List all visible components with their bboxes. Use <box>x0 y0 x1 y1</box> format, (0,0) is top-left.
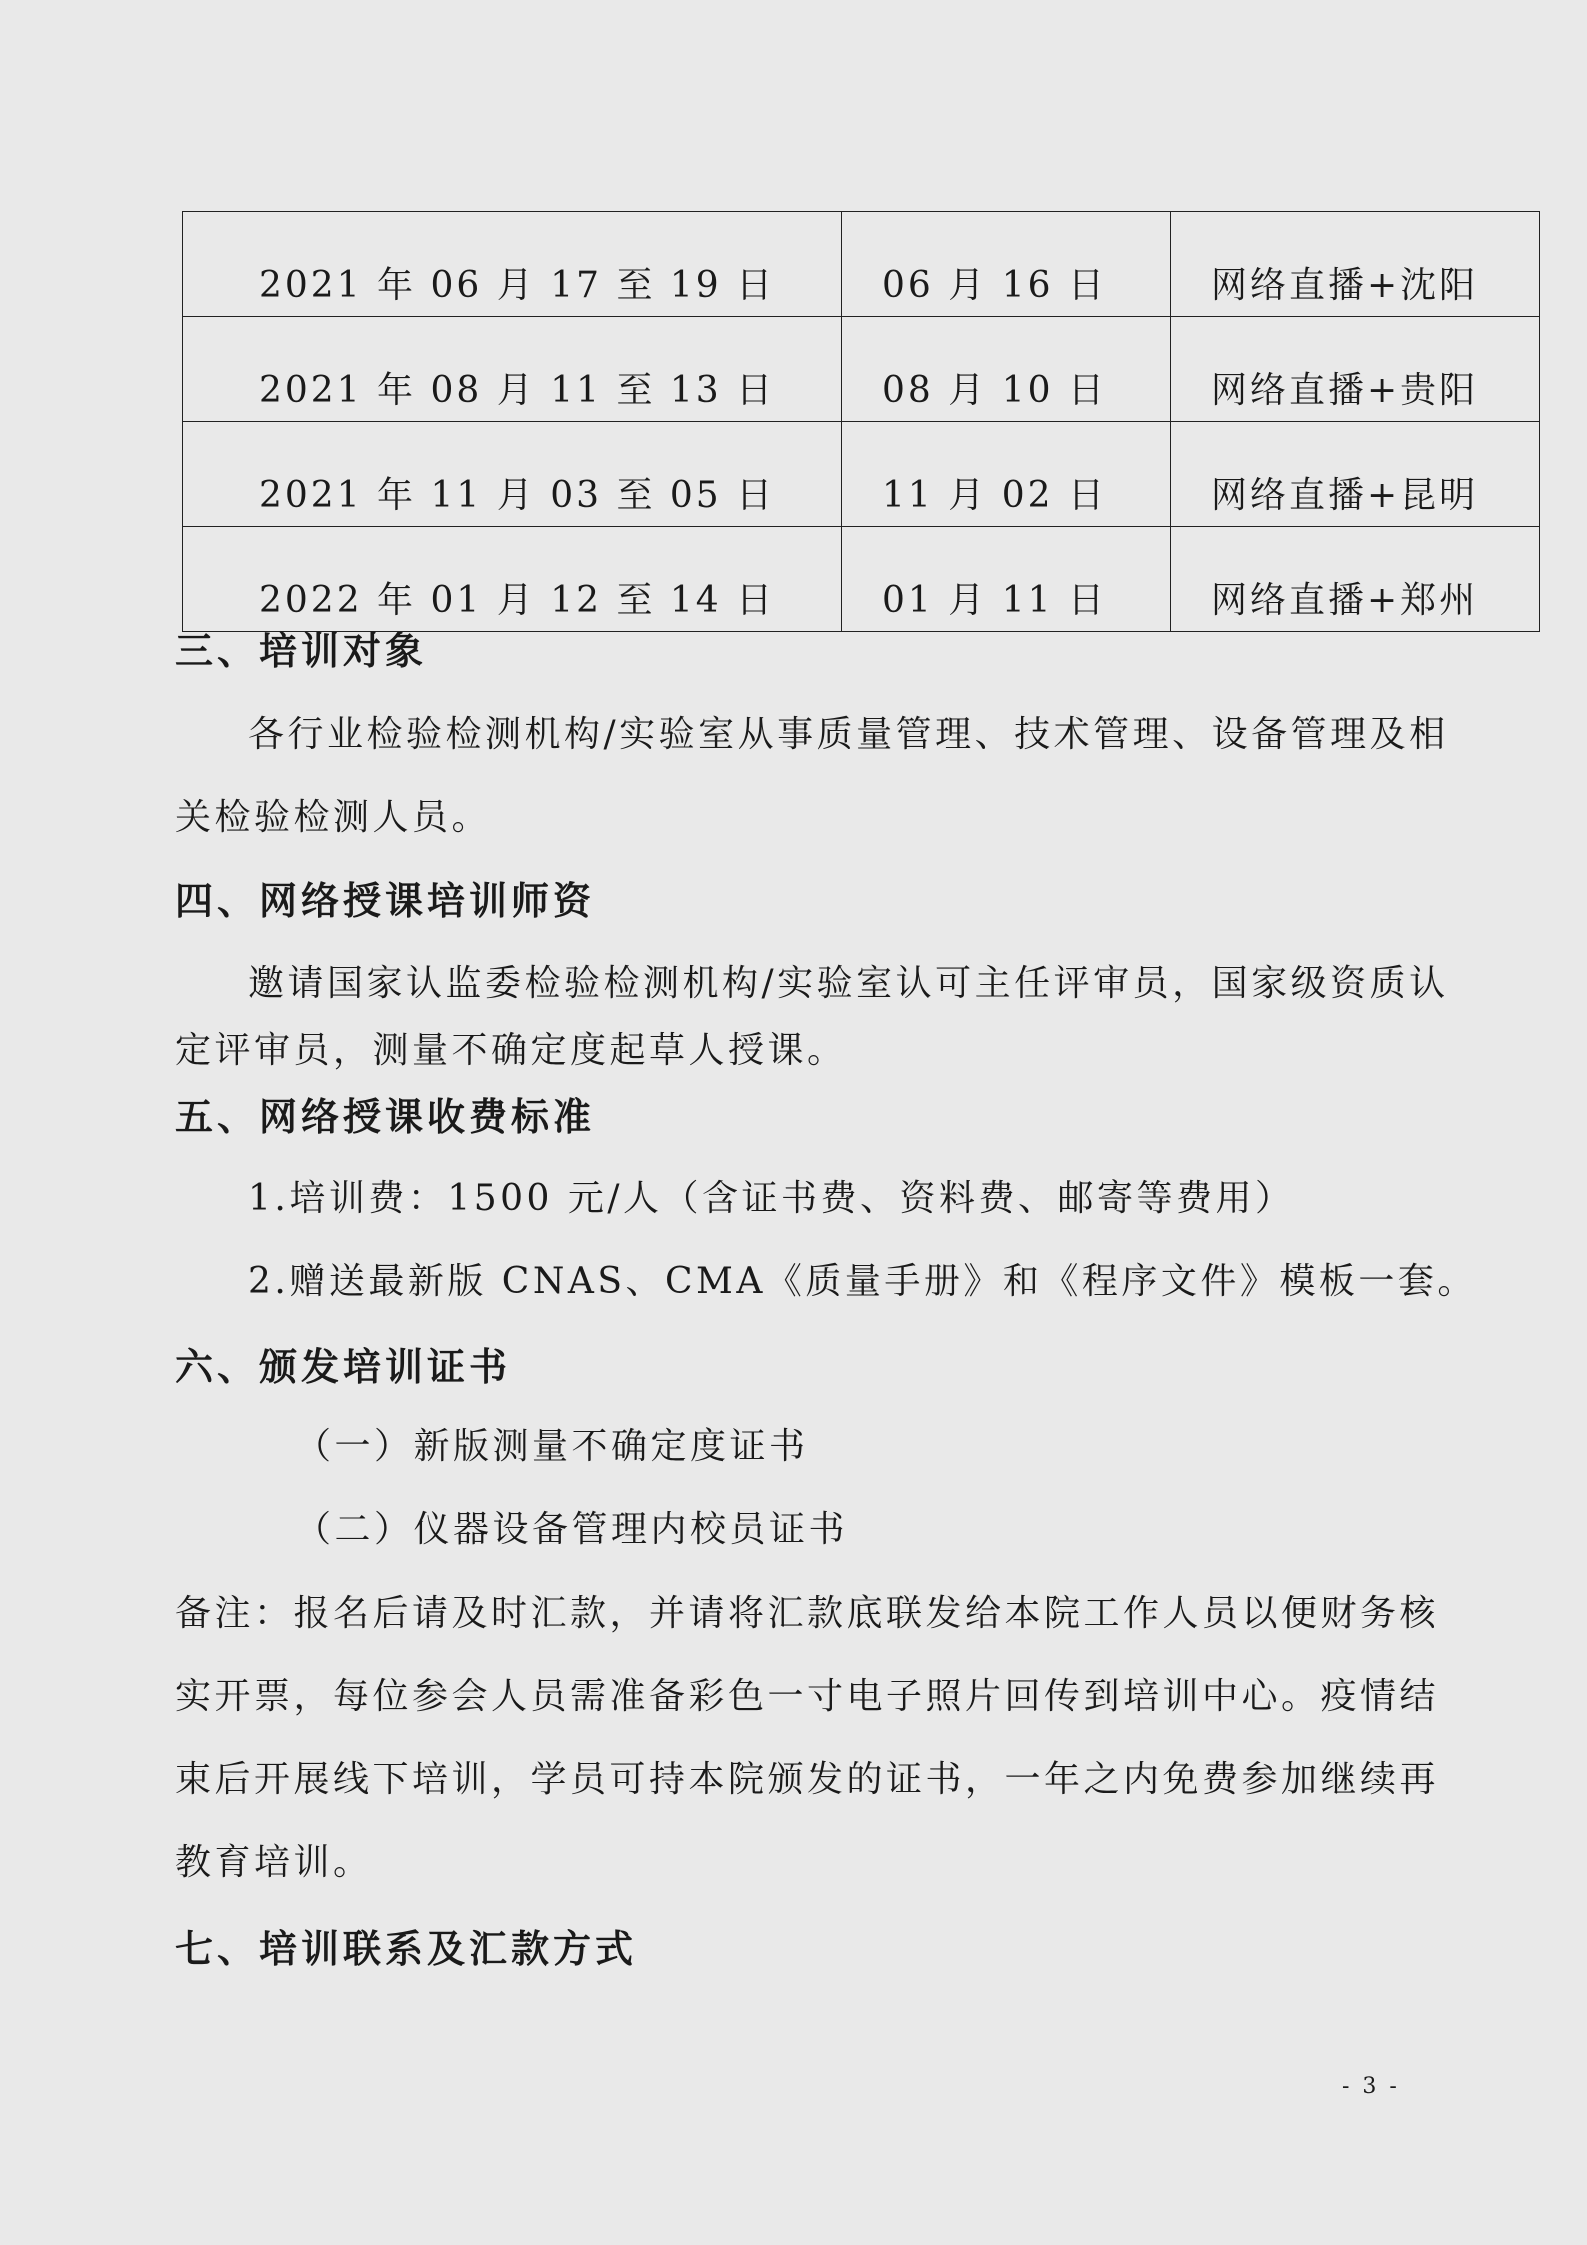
note-text-line: 实开票，每位参会人员需准备彩色一寸电子照片回传到培训中心。疫情结 <box>175 1676 1440 1717</box>
training-dates-cell: 2021 年 08 月 11 至 13 日 <box>183 317 842 422</box>
section-heading-audience: 三、培训对象 <box>175 629 428 673</box>
table-row <box>183 317 1540 422</box>
training-location-cell: 网络直播+沈阳 <box>1171 212 1540 317</box>
training-location-cell: 网络直播+贵阳 <box>1171 317 1540 422</box>
fee-item: 2.赠送最新版 CNAS、CMA《质量手册》和《程序文件》模板一套。 <box>248 1261 1477 1302</box>
certificate-item: （一）新版测量不确定度证书 <box>295 1426 809 1467</box>
certificate-item: （二）仪器设备管理内校员证书 <box>295 1509 849 1550</box>
registration-deadline-cell: 08 月 10 日 <box>842 317 1171 422</box>
instructors-text-line: 定评审员，测量不确定度起草人授课。 <box>175 1030 847 1071</box>
page-number: - 3 - <box>1342 2074 1400 2099</box>
section-heading-contact: 七、培训联系及汇款方式 <box>175 1927 638 1971</box>
fee-item: 1.培训费：1500 元/人（含证书费、资料费、邮寄等费用） <box>248 1178 1295 1219</box>
table-row <box>183 422 1540 527</box>
table-row <box>183 212 1540 317</box>
section-heading-certificates: 六、颁发培训证书 <box>175 1345 512 1389</box>
note-text-line: 束后开展线下培训，学员可持本院颁发的证书，一年之内免费参加继续再 <box>175 1759 1440 1800</box>
training-location-cell: 网络直播+昆明 <box>1171 422 1540 527</box>
section-heading-fees: 五、网络授课收费标准 <box>175 1095 596 1139</box>
schedule-table <box>182 211 1540 632</box>
training-dates-cell: 2021 年 06 月 17 至 19 日 <box>183 212 842 317</box>
audience-text-line: 关检验检测人员。 <box>175 797 492 838</box>
registration-deadline-cell: 11 月 02 日 <box>842 422 1171 527</box>
note-text-line: 备注：报名后请及时汇款，并请将汇款底联发给本院工作人员以便财务核 <box>175 1593 1440 1634</box>
section-heading-instructors: 四、网络授课培训师资 <box>175 879 596 923</box>
instructors-text-line: 邀请国家认监委检验检测机构/实验室认可主任评审员，国家级资质认 <box>248 963 1449 1004</box>
audience-text-line: 各行业检验检测机构/实验室从事质量管理、技术管理、设备管理及相 <box>248 714 1449 755</box>
table-row <box>183 527 1540 632</box>
registration-deadline-cell: 01 月 11 日 <box>842 527 1171 632</box>
training-dates-cell: 2021 年 11 月 03 至 05 日 <box>183 422 842 527</box>
registration-deadline-cell: 06 月 16 日 <box>842 212 1171 317</box>
note-text-line: 教育培训。 <box>175 1842 373 1883</box>
training-dates-cell: 2022 年 01 月 12 至 14 日 <box>183 527 842 632</box>
training-location-cell: 网络直播+郑州 <box>1171 527 1540 632</box>
